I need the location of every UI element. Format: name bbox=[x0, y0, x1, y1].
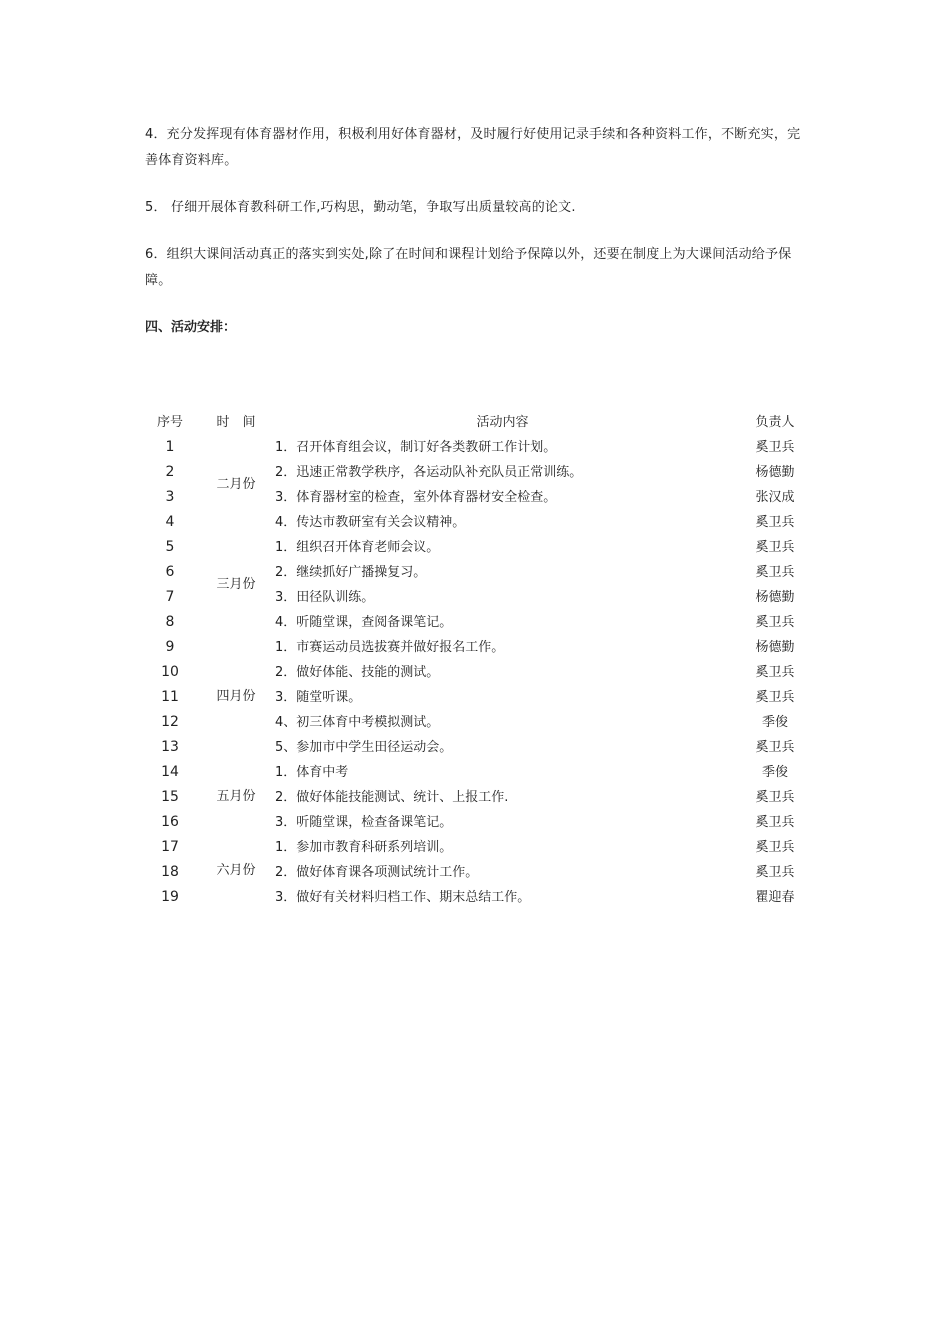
paragraph-4: 4．充分发挥现有体育器材作用，积极利用好体育器材，及时履行好使用记录手续和各种资料工作，不断充实，完善体育资料库。 bbox=[145, 127, 801, 168]
row-number: 5 bbox=[165, 539, 175, 555]
row-number: 12 bbox=[161, 714, 179, 730]
row-person: 奚卫兵 bbox=[755, 615, 795, 630]
table-header-row bbox=[145, 410, 825, 435]
row-person: 奚卫兵 bbox=[755, 690, 795, 705]
row-person: 奚卫兵 bbox=[755, 565, 795, 580]
row-activity: 2．做好体能、技能的测试。 bbox=[275, 665, 440, 680]
header-no: 序号 bbox=[156, 415, 183, 430]
table-row bbox=[145, 610, 825, 635]
row-person: 季俊 bbox=[761, 765, 788, 780]
row-number: 10 bbox=[161, 664, 179, 680]
row-person: 杨德勤 bbox=[755, 590, 795, 605]
row-number: 13 bbox=[161, 739, 179, 755]
row-number: 4 bbox=[165, 514, 175, 530]
row-activity: 1．市赛运动员选拔赛并做好报名工作。 bbox=[275, 640, 505, 655]
table-row bbox=[145, 660, 825, 685]
row-activity: 3．田径队训练。 bbox=[275, 590, 375, 605]
row-person: 奚卫兵 bbox=[755, 790, 795, 805]
month-february: 二月份 bbox=[216, 477, 256, 492]
table-row bbox=[145, 510, 825, 535]
row-activity: 3．体育器材室的检查，室外体育器材安全检查。 bbox=[275, 490, 557, 505]
header-person: 负责人 bbox=[755, 415, 795, 430]
row-number: 18 bbox=[161, 864, 179, 880]
row-activity: 5、参加市中学生田径运动会。 bbox=[275, 740, 453, 755]
row-activity: 4．传达市教研室有关会议精神。 bbox=[275, 515, 466, 530]
row-activity: 3．做好有关材料归档工作、期末总结工作。 bbox=[275, 890, 531, 905]
row-activity: 2．继续抓好广播操复习。 bbox=[275, 565, 427, 580]
row-person: 奚卫兵 bbox=[755, 840, 795, 855]
row-person: 奚卫兵 bbox=[755, 665, 795, 680]
row-number: 6 bbox=[165, 564, 175, 580]
row-number: 15 bbox=[161, 789, 179, 805]
table-row bbox=[145, 835, 825, 860]
row-person: 季俊 bbox=[761, 715, 788, 730]
row-person: 奚卫兵 bbox=[755, 815, 795, 830]
row-activity: 1．召开体育组会议，制订好各类教研工作计划。 bbox=[275, 440, 557, 455]
row-person: 杨德勤 bbox=[755, 640, 795, 655]
row-number: 19 bbox=[161, 889, 179, 905]
header-time: 时 间 bbox=[216, 415, 256, 430]
row-person: 奚卫兵 bbox=[755, 515, 795, 530]
row-number: 9 bbox=[165, 639, 175, 655]
row-activity: 2．做好体能技能测试、统计、上报工作. bbox=[275, 790, 509, 805]
table-row bbox=[145, 710, 825, 735]
row-activity: 1．体育中考 bbox=[275, 765, 349, 780]
table-row bbox=[145, 535, 825, 560]
month-june: 六月份 bbox=[216, 863, 256, 878]
row-activity: 2．做好体育课各项测试统计工作。 bbox=[275, 865, 479, 880]
row-activity: 3．听随堂课，检查备课笔记。 bbox=[275, 815, 453, 830]
row-number: 11 bbox=[161, 689, 179, 705]
row-number: 17 bbox=[161, 839, 179, 855]
table-row bbox=[145, 635, 825, 660]
row-number: 14 bbox=[161, 764, 179, 780]
table-row bbox=[145, 810, 825, 835]
paragraph-5: 5． 仔细开展体育教科研工作,巧构思，勤动笔，争取写出质量较高的论文. bbox=[145, 200, 576, 215]
table-row bbox=[145, 435, 825, 460]
row-person: 奚卫兵 bbox=[755, 740, 795, 755]
row-activity: 1．组织召开体育老师会议。 bbox=[275, 540, 440, 555]
row-number: 1 bbox=[165, 439, 175, 455]
row-person: 奚卫兵 bbox=[755, 540, 795, 555]
table-row bbox=[145, 885, 825, 910]
row-number: 8 bbox=[165, 614, 175, 630]
row-activity: 1．参加市教育科研系列培训。 bbox=[275, 840, 453, 855]
row-person: 奚卫兵 bbox=[755, 440, 795, 455]
month-april: 四月份 bbox=[216, 689, 256, 704]
row-number: 3 bbox=[165, 489, 175, 505]
row-activity: 2．迅速正常教学秩序，各运动队补充队员正常训练。 bbox=[275, 465, 583, 480]
row-person: 瞿迎春 bbox=[755, 890, 795, 905]
header-content: 活动内容 bbox=[476, 415, 529, 430]
row-number: 16 bbox=[161, 814, 179, 830]
table-row bbox=[145, 760, 825, 785]
row-activity: 4．听随堂课，查阅备课笔记。 bbox=[275, 615, 453, 630]
month-may: 五月份 bbox=[216, 789, 256, 804]
section-heading: 四、活动安排： bbox=[145, 320, 237, 335]
row-activity: 4、初三体育中考模拟测试。 bbox=[275, 715, 440, 730]
row-number: 7 bbox=[165, 589, 175, 605]
row-number: 2 bbox=[165, 464, 175, 480]
row-activity: 3．随堂听课。 bbox=[275, 690, 362, 705]
row-person: 张汉成 bbox=[755, 490, 795, 505]
row-person: 杨德勤 bbox=[755, 465, 795, 480]
row-person: 奚卫兵 bbox=[755, 865, 795, 880]
table-row bbox=[145, 735, 825, 760]
paragraph-6: 6．组织大课间活动真正的落实到实处,除了在时间和课程计划给予保障以外，还要在制度上为大课间活动给予保障。 bbox=[145, 247, 792, 288]
month-march: 三月份 bbox=[216, 577, 256, 592]
